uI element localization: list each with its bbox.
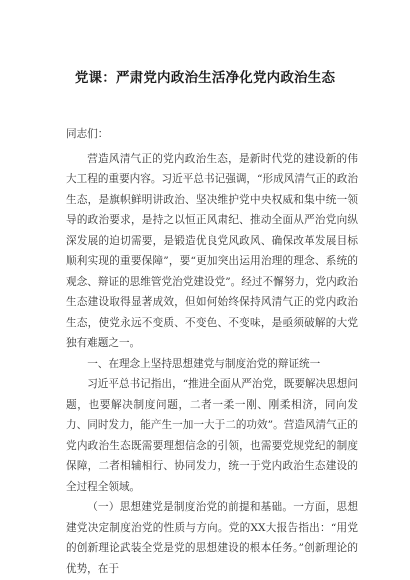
- paragraph-section-2: （一）思想建党是制度治党的前提和基础。一方面，思想建党决定制度治党的性质与方向。党的XX大报告指出：“用党的创新理论武装全党是党的思想建设的根本任务。”创新理论的优势，在于: [66, 501, 358, 575]
- section-heading: 一、在理念上坚持思想建党与制度治党的辩证统一: [87, 357, 321, 370]
- document-title: 党课：严肃党内政治生活净化党内政治生态: [74, 70, 336, 86]
- document-body: [66, 124, 358, 579]
- paragraph-intro: 营造风清气正的党内政治生态，是新时代党的建设新的伟大工程的重要内容。习近平总书记强调，“形成风清气正的政治生态，是旗帜鲜明讲政治、坚决维护党中央权威和集中统一领导的政治要求，是持之以恒正风肃纪、推动全面从严治党向纵深发展的迫切需要，是锻造优良党风政风、确保改革发展目标顺利实现的重要保障”，要“更加突出运用治理的理念、系统的观念、辩证的思维管党治党建设党”。经过不懈努力，党内政治生态建设取得显著成效，但如何始终保持风清气正的党内政治生态，使党永远不变质、不变色、不变味，是亟须破解的大党独有难题之一。: [66, 152, 358, 349]
- salutation: 同志们：: [66, 128, 109, 140]
- paragraph-section-1: 习近平总书记指出，“推进全面从严治党，既要解决思想问题，也要解决制度问题，二者一柔一刚、刚柔相济，同向发力、同时发力，能产生一加一大于二的功效”。营造风清气正的党内政治生态既需要理想信念的引领，也需要党规党纪的制度保障，二者相辅相行、协同发力，统一于党内政治生态建设的全过程全领域。: [66, 378, 358, 493]
